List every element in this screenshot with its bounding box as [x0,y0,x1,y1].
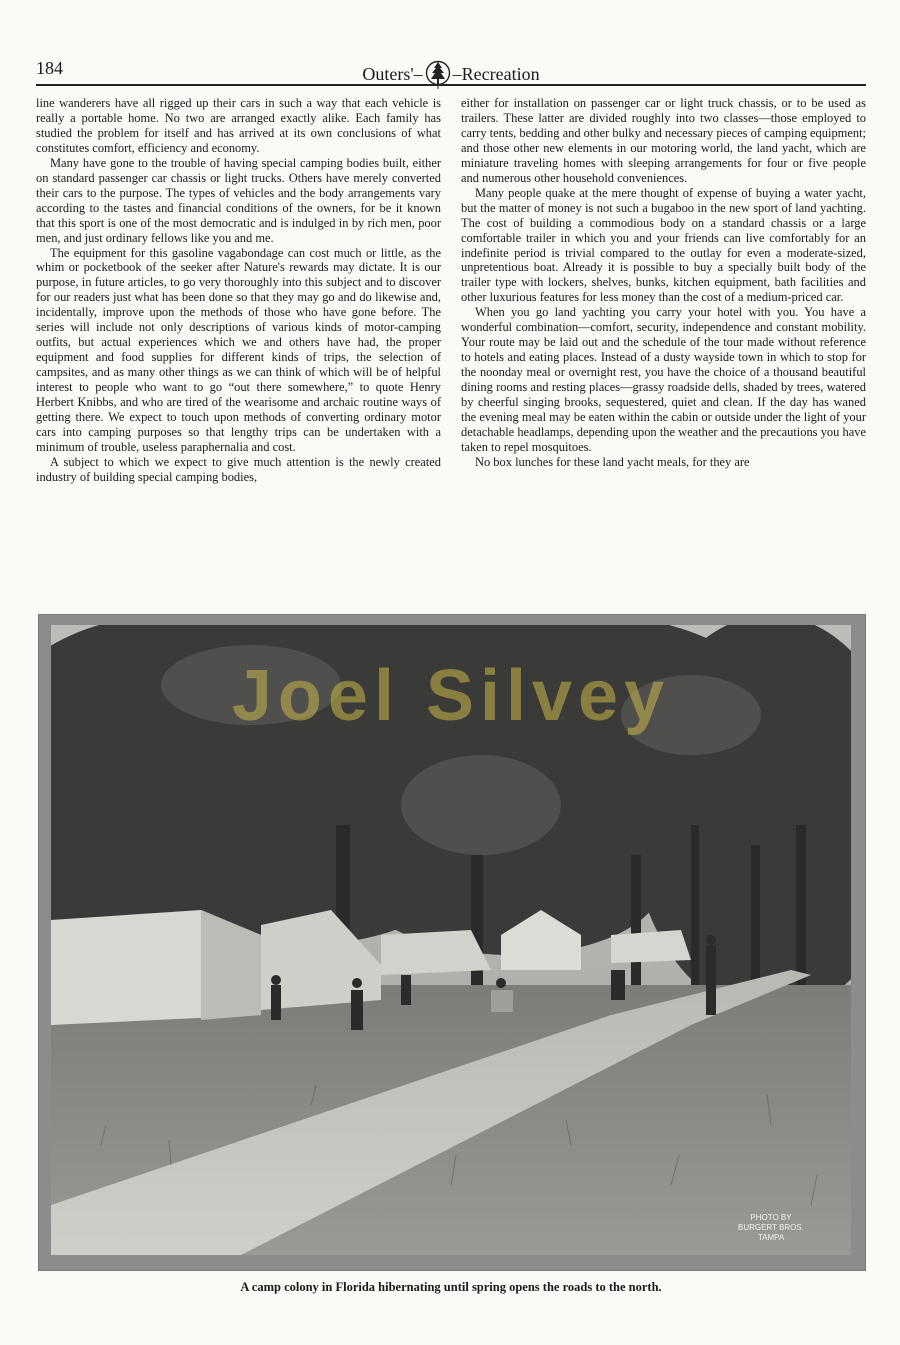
running-head-left: Outers'– [362,63,423,84]
camp-colony-photo [51,625,851,1255]
page-header [36,54,866,86]
photo-watermark: Joel Silvey [231,656,671,736]
paragraph: When you go land yachting you carry your hotel with you. You have a wonderful combination—comfort, security, independence and constant mobility. Your route may be laid out and the schedule of the tour made without reference to hotels and eating places. Instead of a dusty wayside town in which to stop for the noonday meal or overnight rest, you have the choice of a thousand beautiful dining rooms and resting places—grassy roadside dells, shaded by trees, watered by cheerful singing brooks, sequestered, quiet and clean. If the day has waned the evening meal may be eaten within the cabin or outside under the light of your detachable headlamps, depending upon the weather and the precautions you have taken to repel mosquitoes. [461,305,866,454]
svg-text:BURGERT BROS.: BURGERT BROS. [738,1223,804,1232]
paragraph: The equipment for this gasoline vagabondage can cost much or little, as the whim or pocketbook of the seeker after Nature's rewards may dictate. It is our purpose, in future articles, to go very thoroughly into this subject and to discover for our readers just what has been done so that they may go and do likewise and, incidentally, improve upon the methods of those who have gone before. The series will include not only descriptions of various kinds of motor-camping outfits, but actual experiences which we and others have had, the proper equipment and food supplies for different kinds of trips, the selection of campsites, and as many other things as we can think of which will be of helpful interest to people who want to go “out there somewhere,” to quote Henry Herbert Knibbs, and who are tired of the wearisome and archaic routine ways of getting there. We expect to touch upon methods of converting ordinary motor cars into camping purposes so that lengthy trips can be undertaken with a minimum of trouble, useless paraphernalia and cost. [36,245,441,454]
photo-credit: PHOTO BY [750,1213,792,1222]
header-rule [36,84,866,86]
page-number: 184 [36,58,63,78]
svg-text:TAMPA: TAMPA [757,1233,785,1242]
paragraph: A subject to which we expect to give much attention is the newly created industry of building special camping bodies, [36,454,441,484]
right-column [461,96,866,588]
paragraph: line wanderers have all rigged up their cars in such a way that each vehicle is really a portable home. No two are arranged exactly alike. Each family has studied the problem for itself and has arrived at its own conclusions of what constitutes comfort, efficiency and economy. [36,96,441,155]
running-head-right: –Recreation [452,63,540,84]
left-column [36,96,441,588]
paragraph: either for installation on passenger car or light truck chassis, or to be used as trailers. These latter are divided roughly into two classes—those employed to carry tents, bedding and other bulky and necessary pieces of camping equipment; and those other new elements in our motoring world, the land yacht, which are miniature traveling homes with sleeping arrangements for four or five people and numerous other household conveniences. [461,96,866,185]
article-columns [36,96,866,588]
paragraph: Many people quake at the mere thought of expense of buying a water yacht, but the matter of money is not such a bugaboo in the new sport of land yachting. The cost of building a commodious body on a standard chassis or a large comfortable trailer in which you and your friends can live comfortably for an indefinite period is trivial compared to the outlay for even a moderate-sized, unpretentious boat. Already it is possible to buy a specially built body of the trailer type with lockers, shelves, bunks, kitchen equipment, bath facilities and other luxurious features for less money than the cost of a medium-priced car. [461,185,866,305]
paragraph: Many have gone to the trouble of having special camping bodies built, either on standard passenger car chassis or light trucks. Others have merely converted their cars to the purpose. The types of vehicles and the body arrangements vary according to the tastes and financial conditions of the owners, for be it known that this sport is one of the most democratic and is indulged in by rich men, poor men, and just ordinary fellows like you and me. [36,155,441,245]
paragraph: No box lunches for these land yacht meals, for they are [475,454,750,469]
photo-frame [38,614,866,1271]
photo-caption: A camp colony in Florida hibernating until spring opens the roads to the north. [240,1280,662,1294]
